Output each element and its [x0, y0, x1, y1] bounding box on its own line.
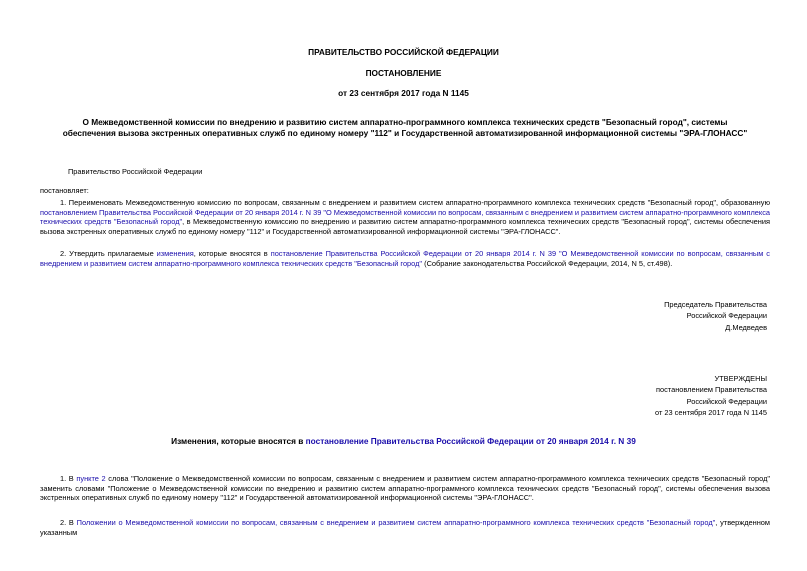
changes-title — [0, 436, 807, 447]
approved-line-1: УТВЕРЖДЕНЫ — [714, 374, 767, 383]
change-2-text-b: , утвержденном указанным — [40, 518, 770, 537]
document-title: О Межведомственной комиссии по внедрению и развитию систем аппаратно-программного комплекса технических средств "Безопасный город", системы обеспечения вызова экстренных оперативных служб по единому номеру "112" и Государственной автоматизированной информационной системы "ЭРА-ГЛОНАСС" — [62, 117, 748, 138]
intro-text: Правительство Российской Федерации — [68, 167, 203, 176]
item-2-link-resolution-39[interactable]: постановление Правительства Российской Федерации от 20 января 2014 г. N 39 "О Межведомственной комиссии по вопросам, связанным с внедрением и развитием систем аппаратно-программного комплекса технических средств "Безопасный город" — [40, 249, 770, 268]
government-heading: ПРАВИТЕЛЬСТВО РОССИЙСКОЙ ФЕДЕРАЦИИ — [308, 47, 499, 57]
item-2-paragraph — [40, 249, 770, 268]
changes-title-link[interactable]: постановление Правительства Российской Федерации от 20 января 2014 г. N 39 — [305, 436, 636, 446]
resolves-text: постановляет: — [40, 186, 89, 195]
item-2-link-changes[interactable]: изменения — [156, 249, 194, 258]
signature-name: Д.Медведев — [725, 322, 767, 332]
signature-line-1: Председатель Правительства — [664, 300, 767, 309]
change-1-text-b: слова "Положение о Межведомственной комиссии по вопросам, связанным с внедрением и развитием систем аппаратно-программного комплекса технических средств "Безопасный город" заменить словами "Положение о Межведомственной комиссии по внедрению и развитию систем аппаратно-программного комплекса технических средств "Безопасный город", системы обеспечения вызова экстренных оперативных служб по единому номеру "112" и Государственной автоматизированной информационной системы "ЭРА-ГЛОНАСС". — [40, 474, 771, 503]
signature-block — [664, 299, 767, 333]
date-number-heading: от 23 сентября 2017 года N 1145 — [338, 88, 469, 98]
doc-type-heading: ПОСТАНОВЛЕНИЕ — [365, 68, 442, 78]
signature-line-2: Российской Федерации — [686, 311, 767, 321]
item-2-text-b: , которые вносятся в — [193, 249, 271, 258]
approved-block — [655, 373, 767, 419]
change-1-text-a: 1. В — [60, 474, 77, 483]
change-1-link-clause-2[interactable]: пункте 2 — [76, 474, 106, 483]
change-1-paragraph — [40, 474, 770, 503]
item-1-paragraph — [40, 198, 770, 237]
item-2-text-c: (Собрание законодательства Российской Федерации, 2014, N 5, ст.498). — [422, 258, 673, 268]
item-1-text-a: 1. Переименовать Межведомственную комиссию по вопросам, связанным с внедрением и развитием систем аппаратно-программного комплекса технических средств "Безопасный город", образованную — [60, 198, 770, 207]
change-2-text-a: 2. В — [60, 518, 77, 527]
approved-line-2: постановлением Правительства — [656, 385, 767, 395]
change-2-link-regulation[interactable]: Положении о Межведомственной комиссии по вопросам, связанным с внедрением и развитием систем аппаратно-программного комплекса технических средств "Безопасный город" — [76, 518, 716, 527]
change-2-paragraph — [40, 518, 770, 537]
approved-line-4: от 23 сентября 2017 года N 1145 — [655, 408, 767, 418]
item-1-link-resolution-39[interactable]: постановлением Правительства Российской Федерации от 20 января 2014 г. N 39 "О Межведомственной комиссии по вопросам, связанным с внедрением и развитием систем аппаратно-программного комплекса технических средств "Безопасный город" — [40, 207, 770, 227]
item-2-text-a: 2. Утвердить прилагаемые — [60, 249, 157, 258]
changes-title-text: Изменения, которые вносятся в — [171, 436, 306, 446]
item-1-text-b: , в Межведомственную комиссию по внедрению и развитию систем аппаратно-программного комплекса технических средств "Безопасный город", системы обеспечения вызова экстренных оперативных служб по единому номеру "112" и Государственной автоматизированной информационной системы "ЭРА-ГЛОНАСС". — [40, 217, 771, 236]
approved-line-3: Российской Федерации — [686, 396, 767, 406]
